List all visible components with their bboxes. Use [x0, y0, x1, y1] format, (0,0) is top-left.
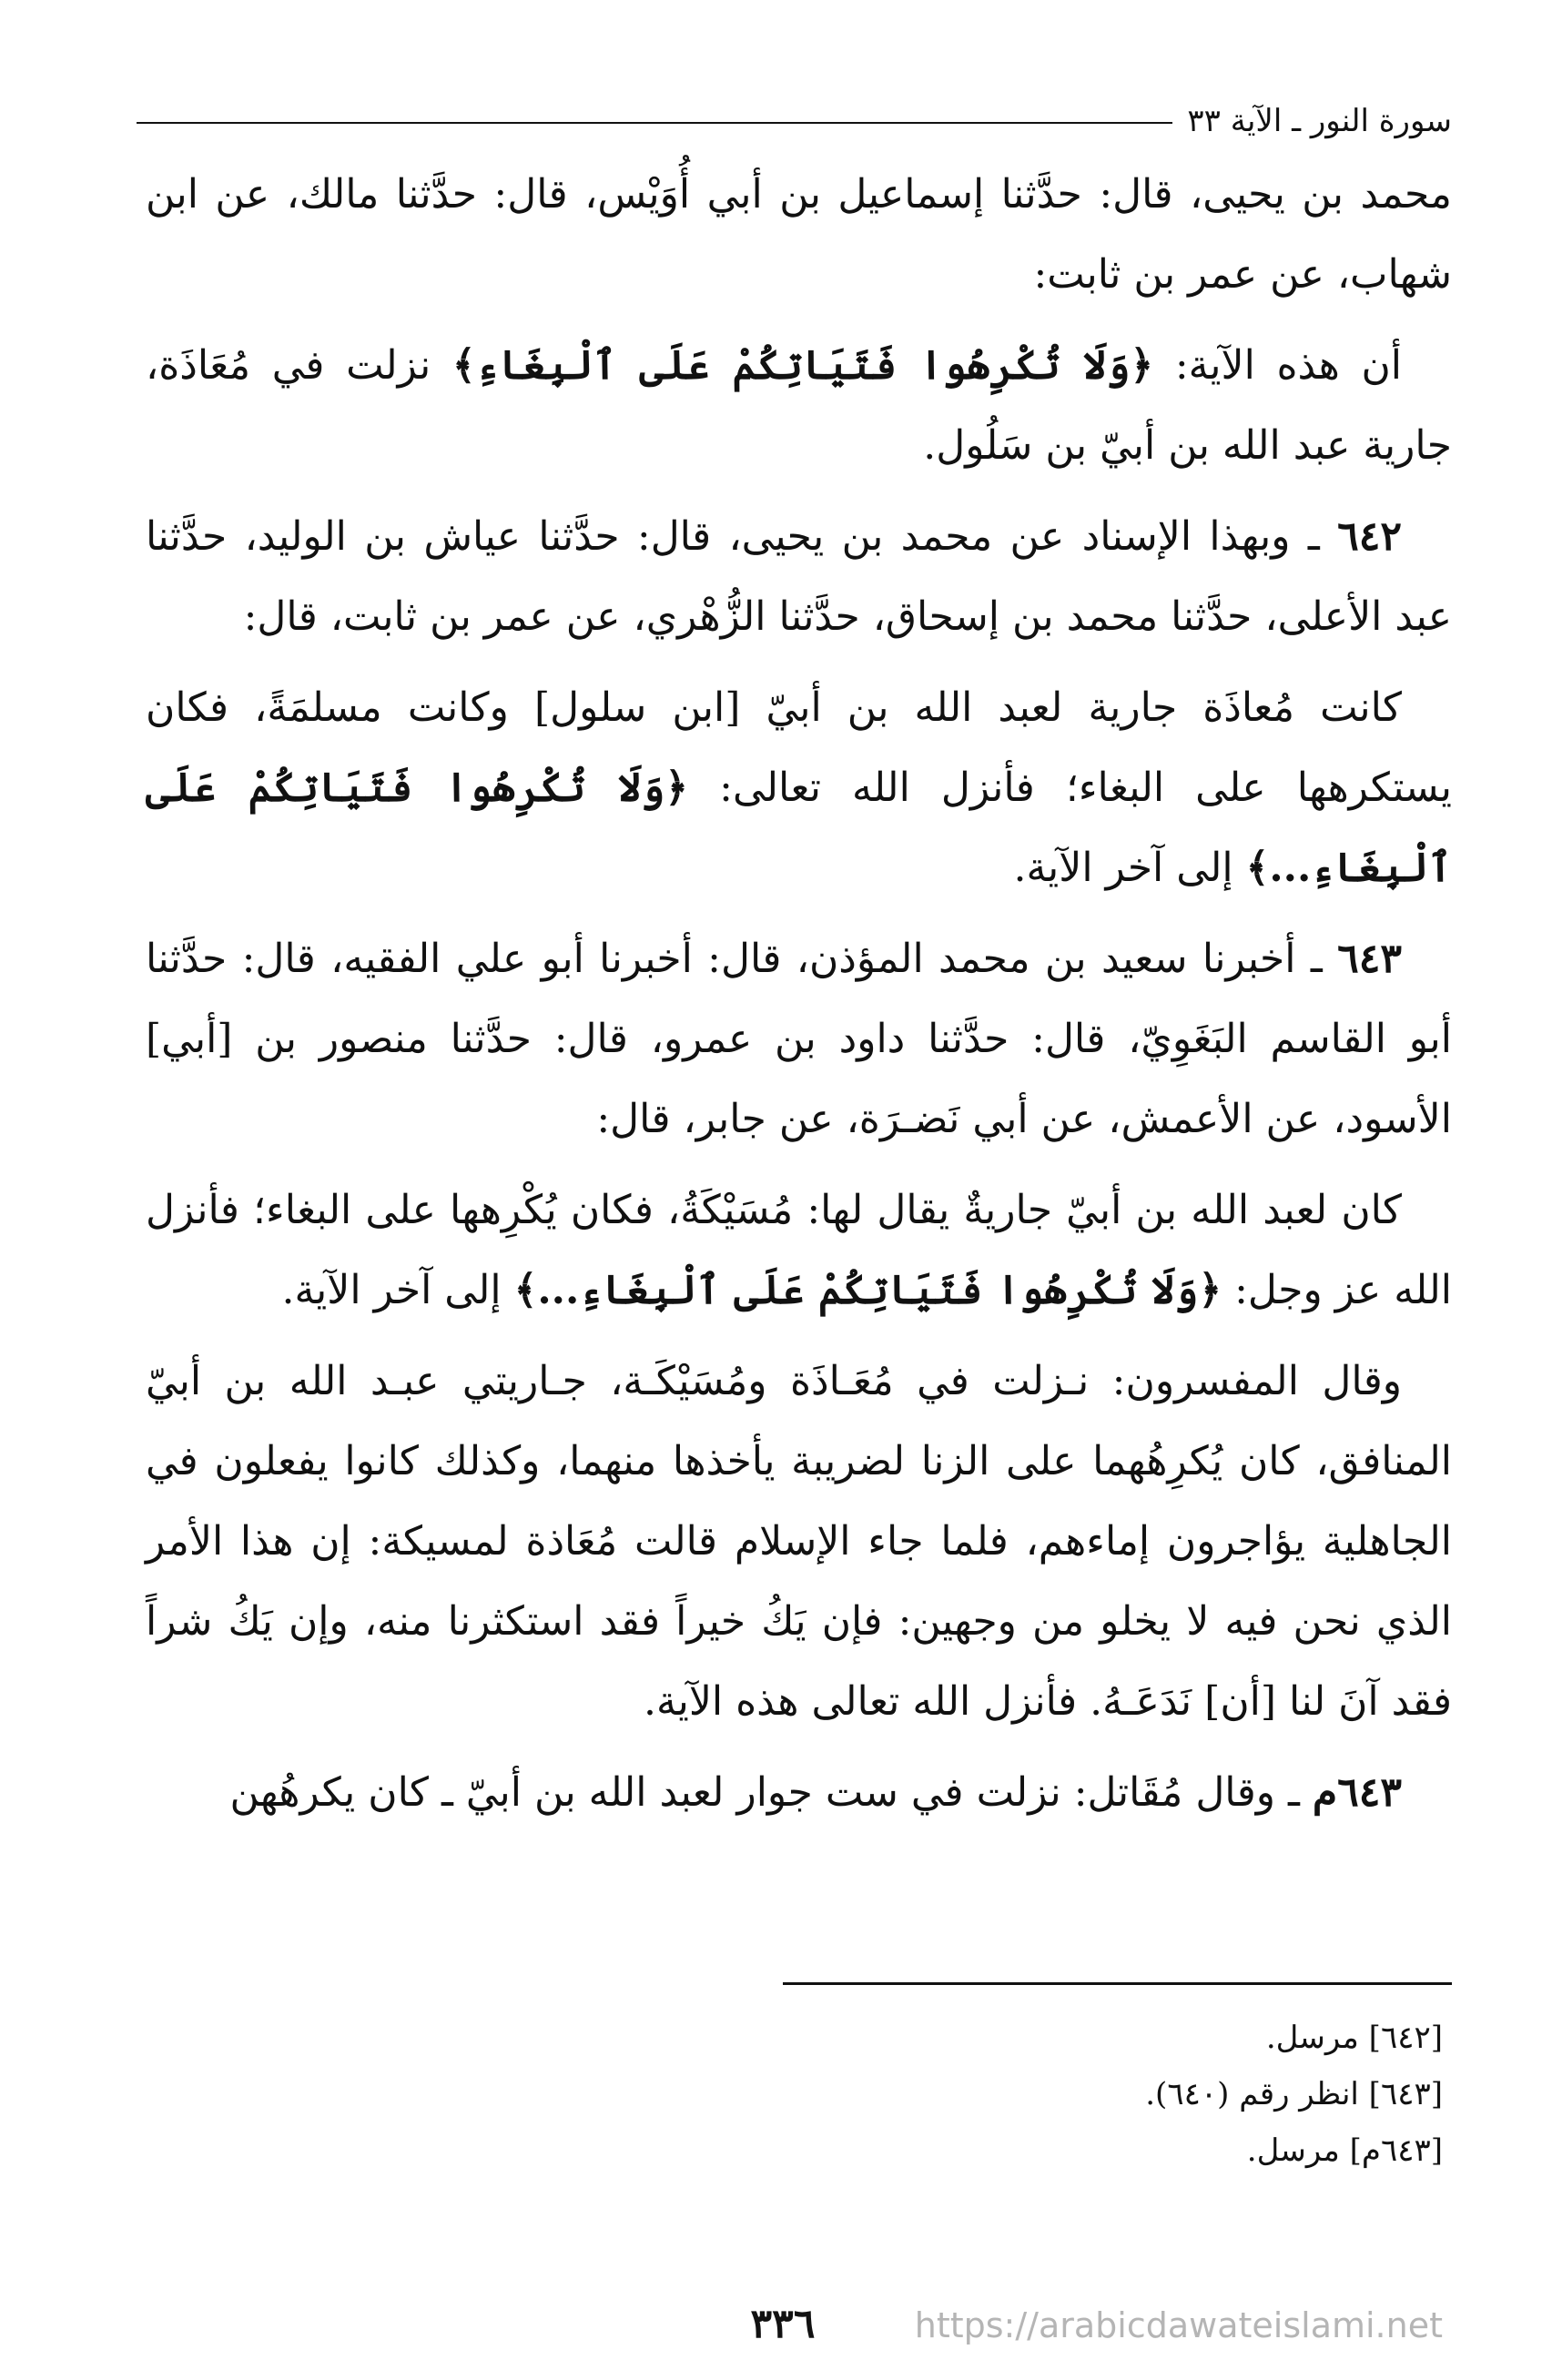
- quran-verse: ﴿وَلَا تُكْرِهُوا فَتَيَاتِكُمْ عَلَى ٱلْبِغَاءِ...﴾: [146, 765, 1452, 891]
- paragraph-text: كان لعبد الله بن أبيّ جاريةٌ يقال لها: مُسَيْكَةُ، فكان يُكْرِهها على البغاء؛ فأنزل الله عز وجل:: [146, 1187, 1452, 1313]
- paragraph-text: محمد بن يحيى، قال: حدَّثنا إسماعيل بن أبي أُوَيْس، قال: حدَّثنا مالك، عن ابن شهاب، عن عمر بن ثابت:: [146, 171, 1452, 298]
- page-number: ٣٣٦: [750, 2301, 816, 2347]
- paragraph-hadith-643: [146, 919, 1452, 1160]
- footnote-643: [٦٤٣] انظر رقم (٦٤٠).: [1145, 2076, 1443, 2112]
- main-text: [146, 155, 1452, 1844]
- paragraph-text: نزلت في مُعَاذَة، جارية عبد الله بن أبيّ بن سَلُول.: [146, 342, 1452, 469]
- paragraph-text: إلى آخر الآية.: [1013, 845, 1246, 891]
- footnotes: [273, 2010, 1443, 2179]
- paragraph-hadith-643m: [146, 1753, 1452, 1833]
- paragraph-hadith-642: [146, 497, 1452, 657]
- paragraph-text: ـ وبهذا الإسناد عن محمد بن يحيى، قال: حدَّثنا عياش بن الوليد، حدَّثنا عبد الأعلى، حدَّثنا محمد بن إسحاق، حدَّثنا الزُّهْري، عن عمر بن ثابت، قال:: [146, 513, 1452, 640]
- watermark-url: https://arabicdawateislami.net: [914, 2305, 1443, 2345]
- hadith-number: ٦٤٣: [1337, 936, 1402, 982]
- footnote-divider: [783, 1982, 1452, 1985]
- paragraph-commentators: [146, 1342, 1452, 1742]
- paragraph-text: ـ أخبرنا سعيد بن محمد المؤذن، قال: أخبرنا أبو علي الفقيه، قال: حدَّثنا أبو القاسم البَغَوِيّ، قال: حدَّثنا داود بن عمرو، قال: حدَّثنا منصور بن [أبي] الأسود، عن الأعمش، عن أبي نَضـرَة، عن جابر، قال:: [146, 936, 1452, 1142]
- paragraph-text: وقال المفسرون: نـزلت في مُعَـاذَة ومُسَيْكَـة، جـاريتي عبـد الله بن أبيّ المنافق، كان يُكرِهُهما على الزنا لضريبة يأخذها منهما، وكذلك كانوا يفعلون في الجاهلية يؤاجرون إماءهم، فلما جاء الإسلام قالت مُعَاذة لمسيكة: إن هذا الأمر الذي نحن فيه لا يخلو من وجهين: فإن يَكُ خيراً فقد استكثرنا منه، وإن يَكُ شراً فقد آنَ لنا [أن] نَدَعَـهُ. فأنزل الله تعالى هذه الآية.: [146, 1358, 1452, 1725]
- hadith-number: ٦٤٣م: [1312, 1769, 1402, 1816]
- paragraph-text: ـ وقال مُقَاتل: نزلت في ست جوار لعبد الله بن أبيّ ـ كان يكرهُهن: [229, 1769, 1313, 1816]
- header-rule: [137, 122, 1172, 124]
- paragraph-text: أن هذه الآية:: [1153, 342, 1402, 389]
- paragraph-text: كانت مُعاذَة جارية لعبد الله بن أبيّ [ابن سلول] وكانت مسلمَةً، فكان يستكرهها على البغاء؛ فأنزل الله تعالى:: [146, 684, 1452, 811]
- paragraph-report-2: [146, 668, 1452, 908]
- quran-verse: ﴿وَلَا تُكْرِهُوا فَتَيَاتِكُمْ عَلَى ٱلْبِغَاءِ﴾: [451, 342, 1154, 389]
- paragraph-isnad-1: [146, 155, 1452, 315]
- footnote-642: [٦٤٢] مرسل.: [1265, 2020, 1443, 2056]
- hadith-number: ٦٤٢: [1337, 513, 1402, 560]
- running-title: سورة النور ـ الآية ٣٣: [1187, 103, 1452, 139]
- paragraph-report-3: [146, 1170, 1452, 1331]
- quran-verse: ﴿وَلَا تُكْرِهُوا فَتَيَاتِكُمْ عَلَى ٱلْبِغَاءِ...﴾: [513, 1267, 1222, 1313]
- running-head: [137, 98, 1452, 144]
- paragraph-report-1: [146, 326, 1452, 486]
- paragraph-text: إلى آخر الآية.: [281, 1267, 514, 1313]
- footnote-643m: [٦٤٣م] مرسل.: [1246, 2132, 1443, 2169]
